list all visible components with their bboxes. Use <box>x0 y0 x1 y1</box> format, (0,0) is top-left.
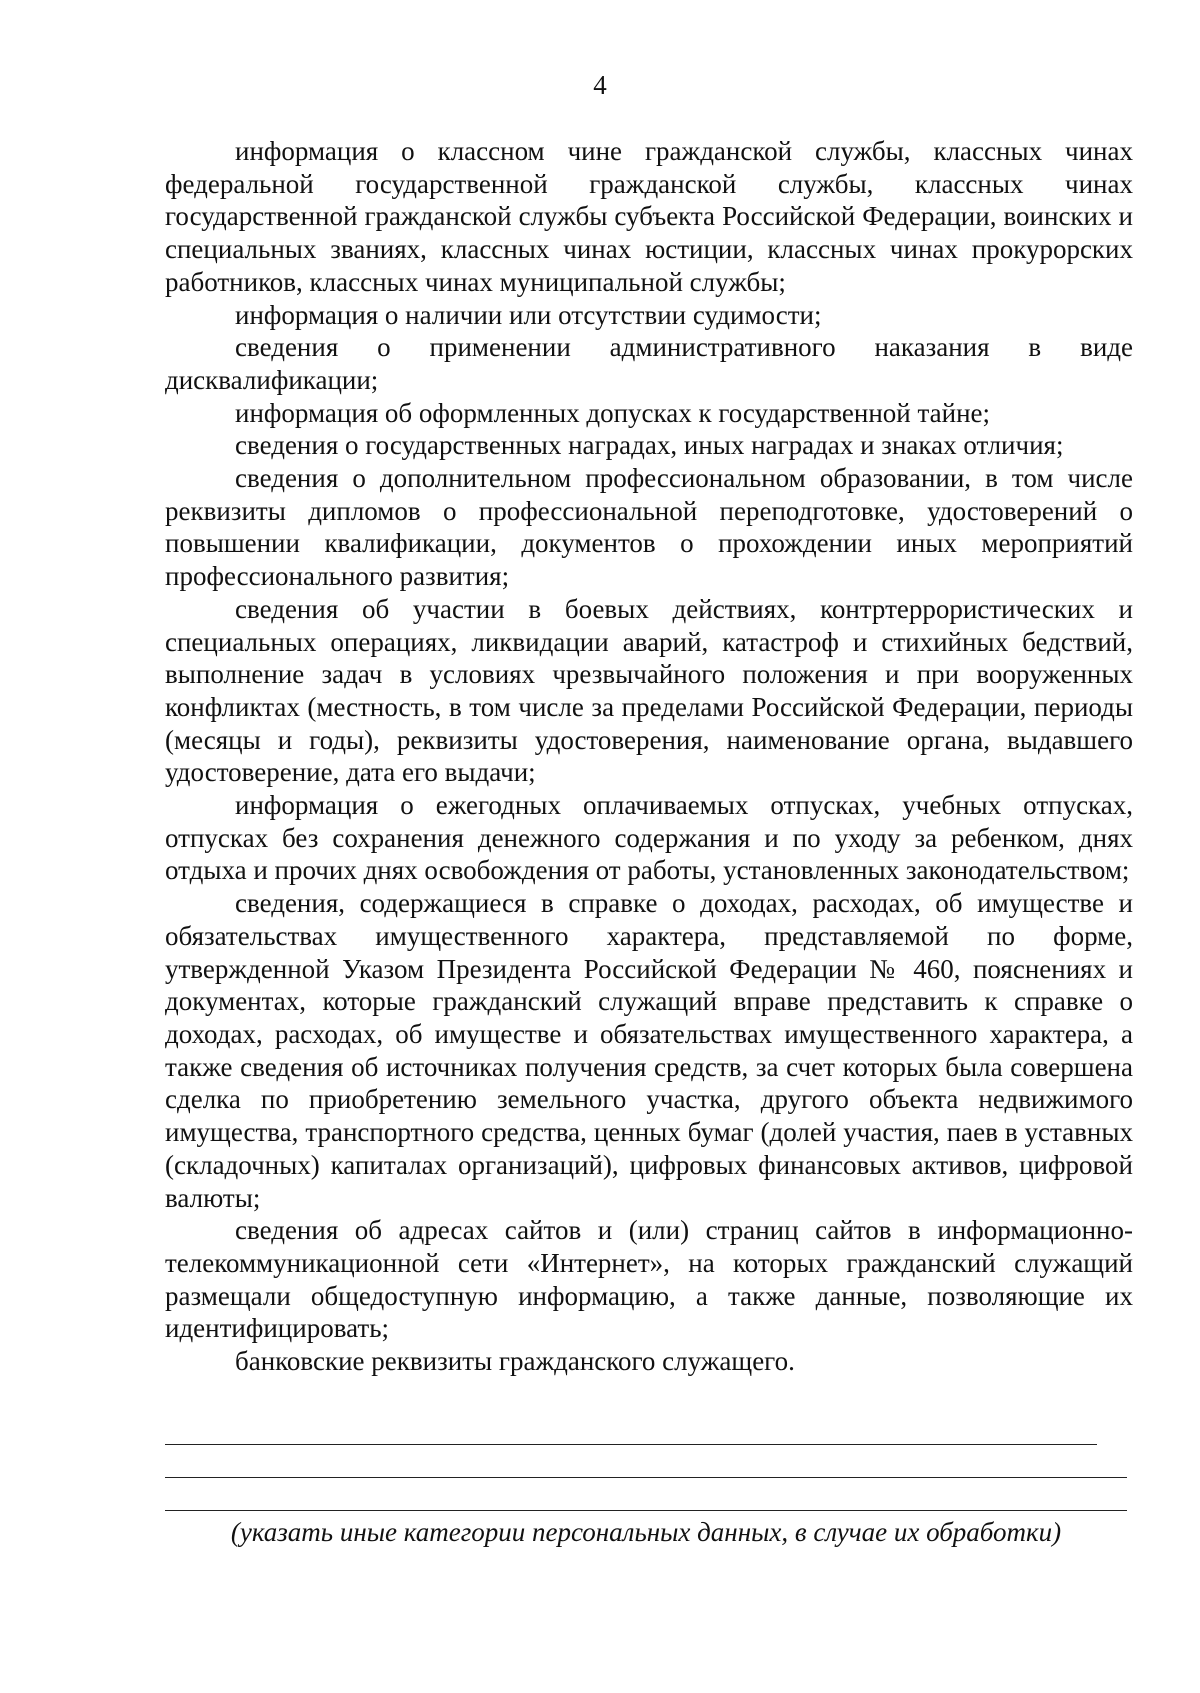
page-number: 4 <box>593 70 607 100</box>
paragraph-bank-details: банковские реквизиты гражданского служащего. <box>235 1346 795 1377</box>
paragraph-state-secret-access: информация об оформленных допусках к государственной тайне; <box>235 397 990 428</box>
paragraph-criminal-record: информация о наличии или отсутствии судимости; <box>235 299 822 330</box>
paragraph-class-rank: информация о классном чине гражданской службы, классных чинах федеральной государственной гражданской службы, классных чинах государственной гражданской службы субъекта Российской Федерации, воинских и специальных званиях, классных чинах юстиции, классных чинах прокурорских работников, классных чинах муниципальной службы; <box>165 136 1133 297</box>
paragraph-income-declaration: сведения, содержащиеся в справке о доходах, расходах, об имуществе и обязательствах имущественного характера, представляемой по форме, утвержденной Указом Президента Российской Федерации № 460, пояснениях и документах, которые гражданский служащий вправе представить к справке о доходах, расходах, об имуществе и обязательствах имущественного характера, а также сведения об источниках получения средств, за счет которых была совершена сделка по приобретению земельного участка, другого объекта недвижимого имущества, транспортного средства, ценных бумаг (долей участия, паев в уставных (складочных) капиталах организаций), цифровых финансовых активов, цифровой валюты; <box>165 888 1133 1213</box>
paragraph-disqualification: сведения о применении административного наказания в виде дисквалификации; <box>165 332 1133 395</box>
footer-caption: (указать иные категории персональных данных, в случае их обработки) <box>230 1517 1062 1547</box>
blank-line-1 <box>165 1444 1097 1445</box>
paragraph-awards: сведения о государственных наградах, иных наградах и знаках отличия; <box>235 430 1064 461</box>
blank-line-2 <box>165 1477 1127 1478</box>
paragraph-vacations: информация о ежегодных оплачиваемых отпусках, учебных отпусках, отпусках без сохранения денежного содержания и по уходу за ребенком, днях отдыха и прочих днях освобождения от работы, установленных законодательством; <box>165 790 1133 886</box>
blank-line-3 <box>165 1510 1127 1511</box>
paragraph-combat-participation: сведения об участии в боевых действиях, контртеррористических и специальных операциях, ликвидации аварий, катастроф и стихийных бедствий, выполнение задач в условиях чрезвычайного положения и при вооруженных конфликтах (местность, в том числе за пределами Российской Федерации, периоды (месяцы и годы), реквизиты удостоверения, наименование органа, выдавшего удостоверение, дата его выдачи; <box>165 593 1133 788</box>
paragraph-additional-education: сведения о дополнительном профессиональном образовании, в том числе реквизиты дипломов о профессиональной переподготовке, удостоверений о повышении квалификации, документов о прохождении иных мероприятий профессионального развития; <box>165 463 1133 592</box>
document-body <box>165 135 1133 1378</box>
paragraph-internet-sites: сведения об адресах сайтов и (или) страниц сайтов в информационно-телекоммуникационной сети «Интернет», на которых гражданский служащий размещали общедоступную информацию, а также данные, позволяющие их идентифицировать; <box>165 1215 1133 1344</box>
